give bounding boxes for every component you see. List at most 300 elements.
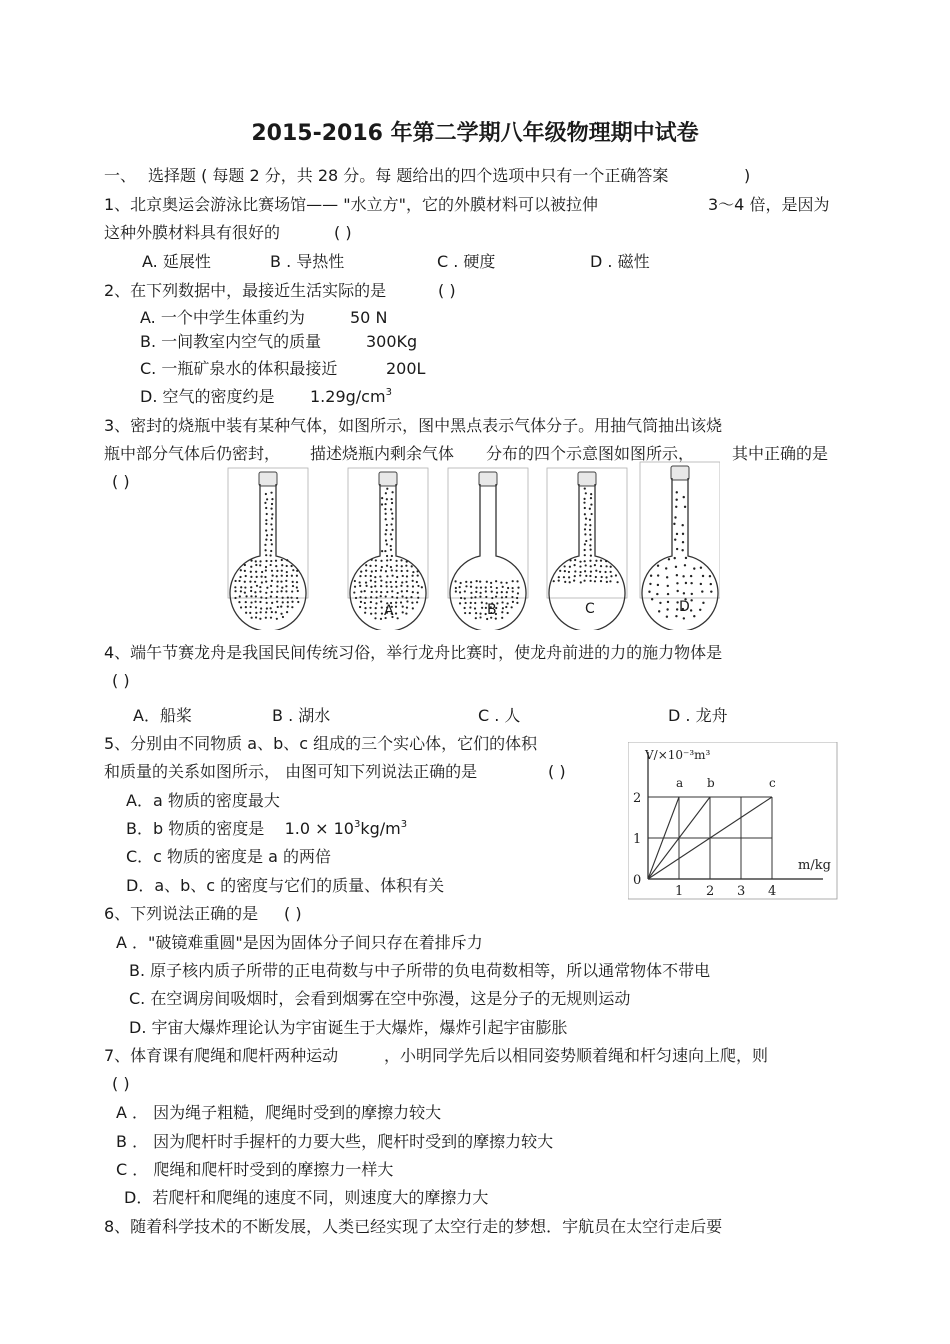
gas-molecule [700,567,702,569]
gas-molecule [370,586,372,588]
gas-molecule [296,597,298,599]
gas-molecule [365,581,367,583]
gas-molecule [406,585,408,587]
gas-molecule [479,613,481,615]
gas-molecule [281,575,283,577]
gas-molecule [264,544,266,546]
gas-molecule [365,597,367,599]
gas-molecule [685,557,687,559]
gas-molecule [491,591,493,593]
flask-label-d: D [679,599,690,615]
gas-molecule [595,576,597,578]
gas-molecule [287,606,289,608]
gas-molecule [590,571,592,573]
gas-molecule [683,496,685,498]
gas-molecule [402,575,404,577]
flask-stopper [379,472,397,486]
q5-stem-line2: 和质量的关系如图所示， 由图可知下列说法正确的是 [104,762,478,781]
q7-stem-cont: ，小明同学先后以相同姿势顺着绳和杆匀速向上爬，则 [384,1046,769,1065]
gas-molecule [265,539,267,541]
gas-molecule [512,601,514,603]
page-title: 2015-2016 年第二学期八年级物理期中试卷 [251,121,699,146]
gas-molecule [234,580,236,582]
gas-molecule [238,580,240,582]
gas-molecule [476,580,478,582]
q2-option-c-value: 200L [386,359,426,378]
q5-option-a: A．a 物质的密度最大 [126,791,280,810]
gas-molecule [244,586,246,588]
gas-molecule [270,595,272,597]
q1-option-d: D . 磁性 [590,252,650,271]
gas-molecule [460,597,462,599]
gas-molecule [386,488,388,490]
gas-molecule [297,601,299,603]
gas-molecule [649,583,651,585]
gas-molecule [390,508,392,510]
q4-stem: 4、端午节赛龙舟是我国民间传统习俗，举行龙舟比赛时，使龙舟前进的力的施力物体是 [104,643,723,662]
gas-molecule [701,590,703,592]
gas-molecule [585,540,587,542]
gas-molecule [374,581,376,583]
series-label-c: c [769,776,776,790]
gas-molecule [681,524,683,526]
gas-molecule [380,591,382,593]
gas-molecule [584,560,586,562]
gas-molecule [501,596,503,598]
gas-molecule [359,596,361,598]
gas-molecule [584,554,586,556]
gas-molecule [683,617,685,619]
gas-molecule [385,570,387,572]
gas-molecule [270,550,272,552]
q6-stem: 6、下列说法正确的是 [104,904,259,923]
gas-molecule [584,533,586,535]
gas-molecule [486,581,488,583]
gas-molecule [280,590,282,592]
gas-molecule [590,513,592,515]
gas-molecule [657,574,659,576]
gas-molecule [600,580,602,582]
gas-molecule [475,591,477,593]
gas-molecule [255,612,257,614]
q3-stem-line2: 瓶中部分气体后仍密封， [104,444,281,463]
gas-molecule [380,585,382,587]
gas-molecule [666,616,668,618]
gas-molecule [511,596,513,598]
gas-molecule [400,601,402,603]
gas-molecule [265,617,267,619]
gas-molecule [281,587,283,589]
gas-molecule [675,615,677,617]
x-tick-label: 1 [675,884,684,899]
gas-molecule [391,498,393,500]
gas-molecule [406,590,408,592]
gas-molecule [244,570,246,572]
gas-molecule [386,575,388,577]
x-tick-label: 3 [737,884,746,899]
gas-molecule [666,576,668,578]
gas-molecule [667,593,669,595]
gas-molecule [365,575,367,577]
flask-frame [228,468,308,598]
gas-molecule [682,533,684,535]
q6-option-d: D. 宇宙大爆炸理论认为宇宙诞生于大爆炸，爆炸引起宇宙膨胀 [129,1018,568,1037]
gas-molecule [579,571,581,573]
gas-molecule [395,560,397,562]
gas-molecule [417,592,419,594]
gas-molecule [675,566,677,568]
gas-molecule [589,544,591,546]
gas-molecule [286,559,288,561]
gas-molecule [507,612,509,614]
gas-molecule [594,580,596,582]
gas-molecule [364,612,366,614]
q5-option-b-label: B．b 物质的密度是 [126,819,265,838]
gas-molecule [381,612,383,614]
gas-molecule [590,538,592,540]
gas-molecule [585,575,587,577]
gas-molecule [495,580,497,582]
gas-molecule [391,491,393,493]
gas-molecule [469,606,471,608]
gas-molecule [380,595,382,597]
gas-molecule [475,617,477,619]
y-tick-label: 0 [633,873,642,888]
gas-molecule [375,570,377,572]
gas-molecule [496,592,498,594]
q5-stem-line1: 5、分别由不同物质 a、b、c 组成的三个实心体，它们的体积 [104,734,538,753]
gas-molecule [650,575,652,577]
gas-molecule [240,606,242,608]
gas-molecule [676,582,678,584]
gas-molecule [365,570,367,572]
gas-molecule [375,607,377,609]
gas-molecule [369,607,371,609]
gas-molecule [684,506,686,508]
gas-molecule [265,523,267,525]
gas-molecule [690,575,692,577]
gas-molecule [693,615,695,617]
gas-molecule [665,567,667,569]
gas-molecule [250,590,252,592]
gas-molecule [265,507,267,509]
q4-option-a: A．船桨 [133,706,192,725]
gas-molecule [411,565,413,567]
gas-molecule [395,606,397,608]
gas-molecule [281,559,283,561]
gas-molecule [395,581,397,583]
gas-molecule [583,502,585,504]
gas-molecule [395,602,397,604]
gas-molecule [365,564,367,566]
gas-molecule [250,560,252,562]
gas-molecule [474,607,476,609]
gas-molecule [589,508,591,510]
q7-stem: 7、体育课有爬绳和爬杆两种运动 [104,1046,339,1065]
y-tick-label: 2 [633,791,642,806]
gas-molecule [589,560,591,562]
gas-molecule [390,549,392,551]
gas-molecule [384,550,386,552]
gas-molecule [395,570,397,572]
gas-molecule [501,601,503,603]
gas-molecule [380,569,382,571]
gas-molecule [265,554,267,556]
gas-molecule [270,508,272,510]
gas-molecule [397,592,399,594]
gas-molecule [259,601,261,603]
gas-molecule [390,559,392,561]
q3-stem-line2d: 其中正确的是 [732,444,829,463]
q4-option-b: B . 湖水 [272,706,331,725]
section-heading: 选择题 ( 每题 2 分，共 28 分。每 题给出的四个选项中只有一个正确答案 [148,166,669,185]
gas-molecule [277,606,279,608]
gas-molecule [291,606,293,608]
gas-molecule [270,492,272,494]
gas-molecule [396,597,398,599]
x-tick-label: 2 [706,884,715,899]
gas-molecule [657,565,659,567]
q5-volume-mass-chart [628,742,838,900]
gas-molecule [417,597,419,599]
gas-molecule [511,606,513,608]
q3-flask-figure [220,460,720,630]
gas-molecule [569,581,571,583]
gas-molecule [558,576,560,578]
gas-molecule [610,575,612,577]
gas-molecule [651,598,653,600]
gas-molecule [401,590,403,592]
gas-molecule [381,497,383,499]
gas-molecule [667,585,669,587]
q1-stem: 1、北京奥运会游泳比赛场馆—— "水立方"，它的外膜材料可以被拉伸 [104,195,598,214]
gas-molecule [256,585,258,587]
q7-option-b: B ． 因为爬杆时手握杆的力要大些，爬杆时受到的摩擦力较大 [116,1132,554,1151]
q1-stem-cont: 3～4 倍，是因为 [708,195,830,214]
gas-molecule [360,591,362,593]
gas-molecule [485,596,487,598]
gas-molecule [395,586,397,588]
gas-molecule [699,609,701,611]
gas-molecule [600,560,602,562]
gas-molecule [589,524,591,526]
gas-molecule [375,565,377,567]
gas-molecule [379,575,381,577]
gas-molecule [648,591,650,593]
q6-option-a: A ．"破镜难重圆"是因为固体分子间只存在着排斥力 [116,933,483,952]
gas-molecule [410,596,412,598]
gas-molecule [676,533,678,535]
q4-option-d: D . 龙舟 [668,706,728,725]
flask-frame [448,468,528,598]
gas-molecule [412,591,414,593]
gas-molecule [682,541,684,543]
gas-molecule [240,569,242,571]
gas-molecule [386,543,388,545]
gas-molecule [244,564,246,566]
gas-molecule [583,498,585,500]
gas-molecule [590,503,592,505]
gas-molecule [386,591,388,593]
gas-molecule [270,523,272,525]
gas-molecule [609,580,611,582]
gas-molecule [400,559,402,561]
q3-answer-paren: ( ) [112,472,130,491]
gas-molecule [287,601,289,603]
gas-molecule [280,613,282,615]
gas-molecule [675,506,677,508]
gas-molecule [681,549,683,551]
chart-frame [628,742,837,899]
gas-molecule [417,570,419,572]
gas-molecule [245,606,247,608]
gas-molecule [254,591,256,593]
gas-molecule [271,570,273,572]
gas-molecule [406,575,408,577]
q2-answer-paren: ( ) [438,281,456,300]
gas-molecule [259,564,261,566]
gas-molecule [266,607,268,609]
gas-molecule [574,559,576,561]
gas-molecule [396,565,398,567]
gas-molecule [282,597,284,599]
gas-molecule [286,565,288,567]
gas-molecule [395,612,397,614]
gas-molecule [251,617,253,619]
gas-molecule [375,602,377,604]
gas-molecule [590,497,592,499]
gas-molecule [406,561,408,563]
gas-molecule [370,596,372,598]
gas-molecule [684,564,686,566]
gas-molecule [381,503,383,505]
gas-molecule [282,601,284,603]
gas-molecule [470,602,472,604]
gas-molecule [271,534,273,536]
gas-molecule [271,513,273,515]
gas-molecule [585,518,587,520]
gas-molecule [676,548,678,550]
gas-molecule [234,586,236,588]
gas-molecule [359,575,361,577]
gas-molecule [501,617,503,619]
q1-option-b: B . 导热性 [270,252,345,271]
q2-option-b-value: 300Kg [366,332,418,351]
gas-molecule [359,606,361,608]
gas-molecule [401,581,403,583]
gas-molecule [271,591,273,593]
gas-molecule [605,565,607,567]
gas-molecule [481,601,483,603]
gas-molecule [595,570,597,572]
gas-molecule [276,575,278,577]
gas-molecule [693,567,695,569]
gas-molecule [512,587,514,589]
gas-molecule [292,569,294,571]
q7-option-d: D．若爬杆和爬绳的速度不同，则速度大的摩擦力大 [124,1188,489,1207]
gas-molecule [271,602,273,604]
gas-molecule [265,529,267,531]
gas-molecule [584,507,586,509]
gas-molecule [266,513,268,515]
gas-molecule [585,523,587,525]
gas-molecule [385,539,387,541]
gas-molecule [604,571,606,573]
gas-molecule [390,545,392,547]
flask-label-b: B [487,602,497,618]
gas-molecule [354,586,356,588]
gas-molecule [250,586,252,588]
q4-option-c: C . 人 [478,706,521,725]
gas-molecule [676,590,678,592]
gas-molecule [380,560,382,562]
gas-molecule [365,585,367,587]
gas-molecule [485,586,487,588]
gas-molecule [516,597,518,599]
gas-molecule [374,617,376,619]
gas-molecule [397,617,399,619]
q5-option-b-exponent: 3 [353,819,361,830]
gas-molecule [517,592,519,594]
gas-molecule [454,580,456,582]
gas-molecule [370,613,372,615]
gas-molecule [260,596,262,598]
section-number: 一、 [104,166,137,185]
gas-molecule [375,591,377,593]
gas-molecule [569,566,571,568]
q5-option-b-unit: kg/m [360,819,401,838]
gas-molecule [271,611,273,613]
gas-molecule [353,591,355,593]
gas-molecule [674,516,676,518]
gas-molecule [291,575,293,577]
gas-molecule [250,601,252,603]
gas-molecule [364,607,366,609]
gas-molecule [605,560,607,562]
gas-molecule [470,592,472,594]
gas-molecule [280,606,282,608]
gas-molecule [479,616,481,618]
gas-molecule [285,580,287,582]
gas-molecule [474,602,476,604]
gas-molecule [386,555,388,557]
gas-molecule [370,580,372,582]
gas-molecule [386,565,388,567]
gas-molecule [234,590,236,592]
gas-molecule [271,528,273,530]
q2-option-a-value: 50 N [350,308,388,327]
gas-molecule [480,592,482,594]
gas-molecule [290,597,292,599]
gas-molecule [590,493,592,495]
gas-molecule [391,529,393,531]
flask-stopper [259,472,277,486]
gas-molecule [464,602,466,604]
gas-molecule [709,575,711,577]
gas-molecule [559,570,561,572]
gas-molecule [266,534,268,536]
flask-frame [640,462,720,598]
gas-molecule [564,565,566,567]
gas-molecule [286,611,288,613]
gas-molecule [355,597,357,599]
gas-molecule [254,581,256,583]
gas-molecule [244,592,246,594]
gas-molecule [610,571,612,573]
gas-molecule [375,612,377,614]
q5-option-c: C．c 物质的密度是 a 的两倍 [126,847,332,866]
gas-molecule [505,596,507,598]
